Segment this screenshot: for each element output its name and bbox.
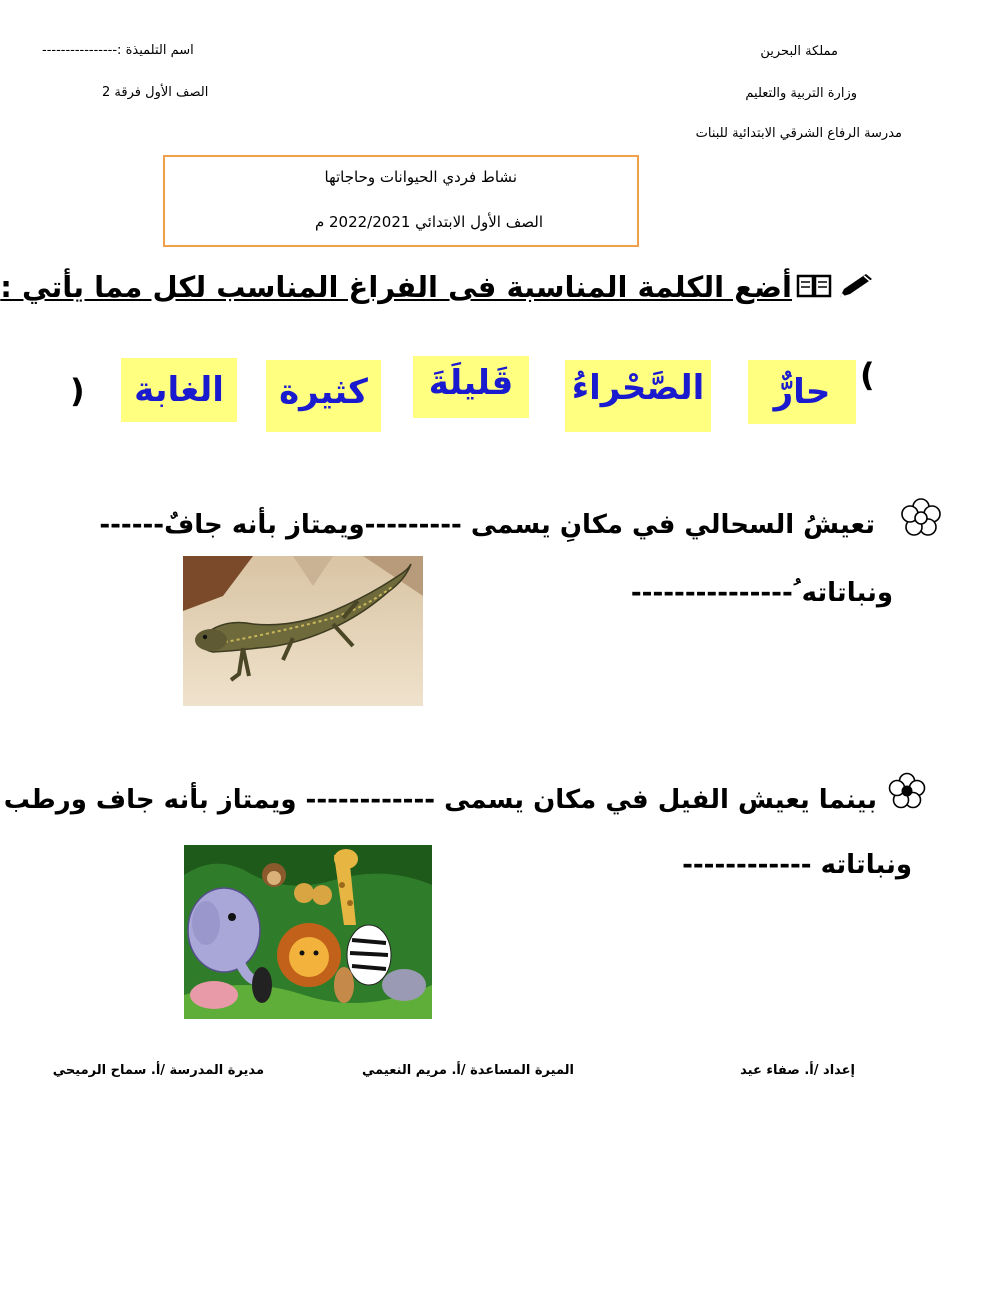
school-principal: مديرة المدرسة /أ. سماح الرميحي [52, 1063, 264, 1078]
question-2-line-1: بينما يعيش الفيل في مكان يسمى ------------ ويمتاز بأنه جاف ورطب [3, 785, 877, 815]
pencil-icon [836, 271, 876, 308]
word-chip-forest[interactable]: الغابة [121, 358, 237, 422]
assistant-principal: الميرة المساعدة /أ. مريم النعيمي [362, 1063, 574, 1078]
title-box [163, 155, 639, 247]
lizard-image [183, 556, 423, 706]
word-chip-few[interactable]: قَليلَةَ [413, 356, 529, 418]
word-chip-many[interactable]: كثيرة [266, 360, 381, 432]
prepared-by: إعداد /أ. صفاء عيد [740, 1063, 855, 1078]
kingdom-label: مملكة البحرين [760, 44, 838, 59]
grade-year: الصف الأول الابتدائي 2022/2021 م [314, 213, 543, 231]
instruction-text: أضع الكلمة المناسبة فى الفراغ المناسب لكل مما يأتي : [0, 270, 792, 304]
student-name-field[interactable]: اسم التلميذة :---------------- [42, 43, 194, 58]
jungle-animals-image [184, 845, 432, 1019]
flower-icon [898, 497, 944, 543]
word-chip-desert[interactable]: الصَّحْراءُ [565, 360, 711, 432]
book-icon [796, 271, 832, 308]
open-paren: ( [860, 356, 875, 394]
word-chip-hot[interactable]: حارٌّ [748, 360, 856, 424]
school-label: مدرسة الرفاع الشرقي الابتدائية للبنات [695, 126, 902, 141]
question-1-line-2: ونباتاته ُ--------------- [630, 578, 893, 608]
close-paren: ) [70, 372, 85, 410]
question-1-line-1: تعيشُ السحالي في مكانِ يسمى ---------ويمتاز بأنه جافٌ------ [99, 510, 875, 540]
class-label: الصف الأول فرقة 2 [102, 85, 209, 100]
question-2-line-2: ونباتاته ------------ [682, 850, 912, 880]
ministry-label: وزارة التربية والتعليم [745, 86, 857, 101]
activity-title: نشاط فردي الحيوانات وحاجاتها [324, 168, 517, 186]
flower-icon [886, 772, 928, 816]
instruction-heading [0, 270, 876, 316]
